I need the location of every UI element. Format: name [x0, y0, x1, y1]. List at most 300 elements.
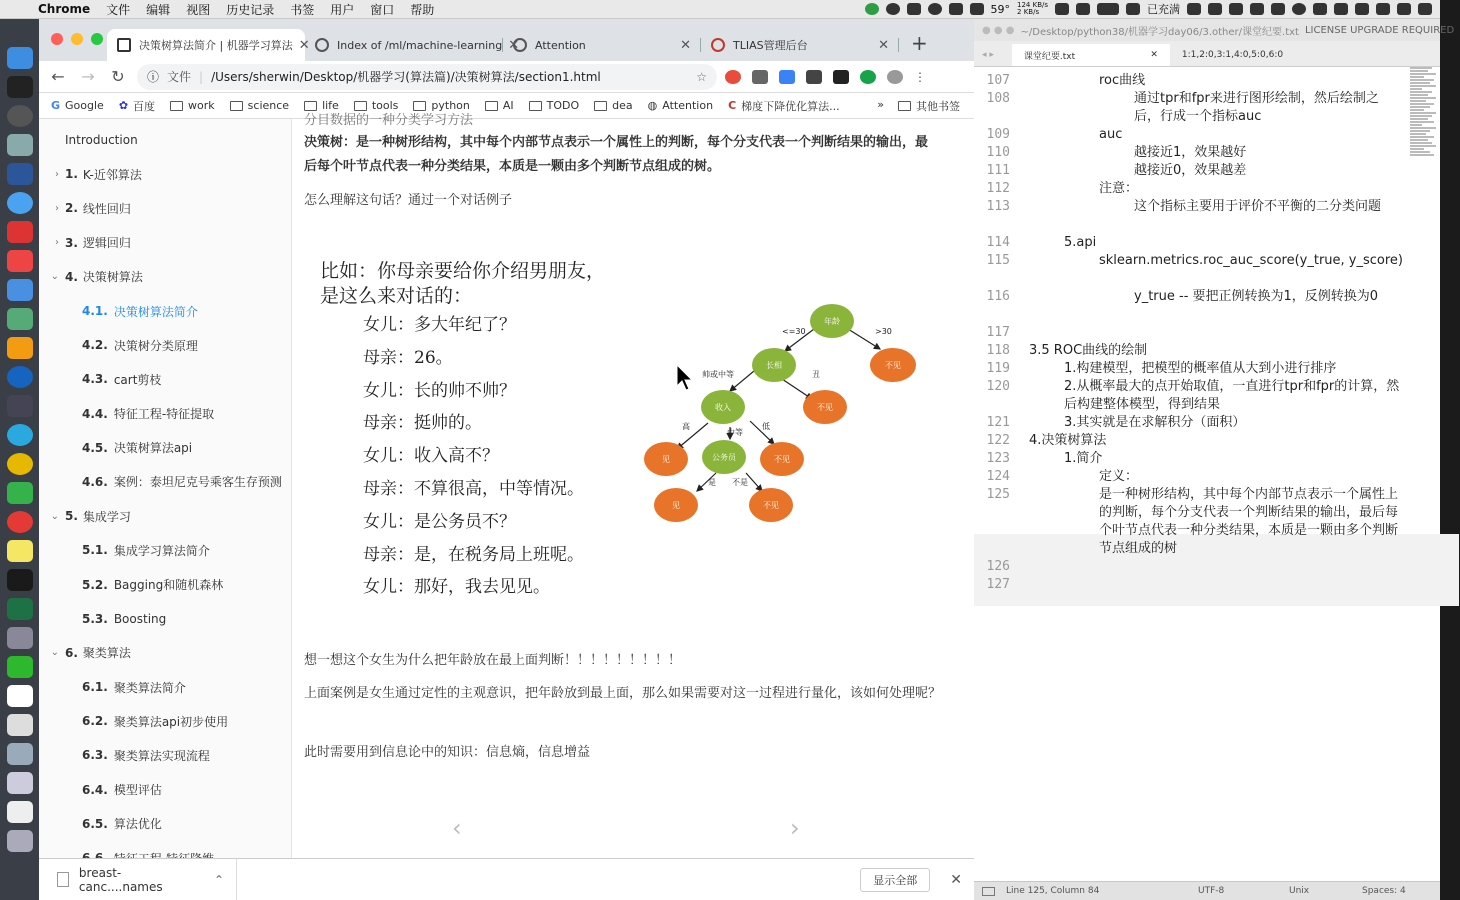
book-sidebar [39, 119, 292, 858]
wifi-icon[interactable] [1334, 3, 1348, 15]
bookmark-folder-work[interactable] [170, 99, 215, 112]
sublime-icon[interactable] [7, 337, 33, 359]
sidebar-item-4-6[interactable] [39, 465, 291, 499]
status-app-icon[interactable] [928, 3, 942, 15]
code-area[interactable] [986, 67, 1405, 882]
back-icon[interactable]: ← [51, 67, 65, 86]
code-line [986, 126, 1409, 144]
baidu-icon: ✿ [118, 99, 129, 112]
panel-toggle-icon[interactable] [982, 887, 995, 896]
menu-view[interactable]: 视图 [186, 2, 211, 17]
bookmark-label: 其他书签 [916, 99, 960, 113]
sidebar-item-number: 4.5. [82, 440, 108, 455]
code-line [986, 378, 1409, 414]
battery-text: 已充满 [1147, 3, 1180, 16]
sidebar-item-number: 5.2. [82, 577, 108, 592]
document-icon[interactable] [7, 801, 33, 823]
bookmark-label: science [247, 99, 290, 112]
sidebar-item-5-2[interactable] [39, 567, 291, 601]
bookmark-baidu[interactable] [119, 98, 155, 114]
line-number: 121 [986, 415, 1010, 430]
sidebar-item-knn[interactable] [39, 157, 291, 191]
sidebar-item-label: 聚类算法 [82, 646, 131, 661]
sidebar-item-6-2[interactable] [39, 704, 291, 738]
sidebar-item-label: 决策树算法 [82, 270, 143, 285]
code-line [986, 342, 1409, 360]
status-app-icon[interactable] [1250, 3, 1264, 15]
bookmark-label: work [188, 99, 215, 112]
line-number: 114 [986, 235, 1010, 250]
code-line [986, 576, 1409, 594]
bookmark-label: tools [371, 99, 399, 112]
menu-file[interactable]: 文件 [106, 2, 131, 17]
chevron-up-icon[interactable]: ⌃ [213, 872, 224, 887]
profile-avatar[interactable] [887, 70, 903, 84]
close-tab-icon[interactable]: ✕ [1150, 50, 1158, 60]
sidebar-item-4-4[interactable] [39, 397, 291, 431]
sidebar-item-4-5[interactable] [39, 431, 291, 465]
app-icon[interactable] [7, 627, 33, 649]
iqiyi-icon[interactable] [7, 656, 33, 678]
sidebar-item-number: 4.4. [82, 406, 108, 421]
sidebar-item-label: 线性回归 [82, 201, 131, 216]
tree-edge-label: 低 [762, 422, 770, 431]
chrome-icon[interactable] [7, 453, 33, 475]
definition-text: 决策树：是一种树形结构，其中每个内部节点表示一个属性上的判断，每个分支代表一个判断结果的输出，最后每个叶节点代表一种分类结果，本质是一颗由多个判断节点组成的树。 [304, 135, 929, 174]
globe-icon: ◍ [647, 99, 658, 112]
line-number: 125 [986, 487, 1010, 502]
code-line-text: 越接近0，效果越差 [1134, 163, 1247, 178]
code-line [986, 180, 1409, 198]
app-icon[interactable] [7, 714, 33, 736]
sidebar-item-label: 集成学习 [82, 509, 131, 524]
chevron-down-icon[interactable]: ⌄ [50, 647, 59, 659]
sidebar-item-number: 3. [65, 235, 78, 250]
sidebar-item-logistic-regression[interactable] [39, 226, 291, 260]
extension-icon[interactable] [725, 70, 741, 84]
tab-attention[interactable] [503, 29, 701, 61]
menu-app[interactable]: Chrome [38, 2, 91, 16]
extension-icon[interactable] [833, 70, 849, 84]
code-line-text: 注意： [1099, 181, 1139, 196]
dialog-example [320, 259, 620, 604]
menu-window[interactable]: 窗口 [370, 2, 395, 17]
sidebar-item-6-3[interactable] [39, 738, 291, 772]
sidebar-item-6-4[interactable] [39, 773, 291, 807]
search-icon[interactable] [1271, 3, 1285, 15]
show-all-downloads-button[interactable]: 显示全部 [860, 868, 930, 892]
tab-index[interactable] [305, 29, 520, 61]
bookmark-label: dea [612, 99, 633, 112]
wechat-icon[interactable] [7, 482, 33, 504]
close-tab-icon[interactable]: ✕ [878, 37, 889, 53]
tree-node-label: 不见 [885, 361, 901, 370]
line-endings[interactable]: Unix [1289, 886, 1310, 896]
status-app-icon[interactable] [1313, 3, 1327, 15]
sidebar-item-label: 决策树算法api [113, 441, 193, 456]
code-line [986, 90, 1409, 126]
chevron-down-icon[interactable]: ⌄ [50, 510, 59, 522]
sidebar-item-label: Bagging和随机森林 [113, 578, 224, 593]
sidebar-item-6-1[interactable] [39, 670, 291, 704]
sidebar-item-number: 5.3. [82, 611, 108, 626]
code-line [986, 486, 1409, 558]
code-line [986, 432, 1409, 450]
app-icon[interactable] [7, 250, 33, 272]
close-window-button[interactable] [51, 33, 63, 45]
sidebar-item-4-2[interactable] [39, 328, 291, 362]
line-number: 110 [986, 145, 1010, 160]
info-theory-text: 此时需要用到信息论中的知识：信息熵，信息增益 [304, 745, 591, 760]
line-number: 123 [986, 451, 1010, 466]
sidebar-item-number: 4.6. [82, 474, 108, 489]
dialog-title: 比如：你母亲要给你介绍男朋友，是这么来对话的： [320, 260, 606, 307]
code-line-text: 4.决策树算法 [1029, 433, 1107, 448]
status-app-icon[interactable] [1055, 3, 1069, 15]
status-area [865, 1, 1440, 17]
code-line-text: 1.简介 [1064, 451, 1103, 466]
info-icon[interactable]: ⓘ [147, 70, 160, 84]
book-icon [117, 38, 131, 52]
browser-toolbar [39, 61, 974, 93]
tree-node-label: 长相 [766, 361, 782, 370]
status-app-icon[interactable] [1292, 3, 1306, 15]
editor-tab-other[interactable] [1170, 44, 1295, 66]
finder-icon[interactable] [7, 47, 33, 69]
sidebar-item-label: 聚类算法api初步使用 [113, 714, 229, 729]
code-line [986, 558, 1409, 576]
safari-icon[interactable] [7, 424, 33, 446]
app-icon[interactable] [7, 221, 33, 243]
wifi-icon[interactable] [1208, 3, 1222, 15]
bookmark-label: life [322, 99, 339, 112]
dialog-line: 女儿：多大年纪了？ [363, 315, 516, 335]
app-icon[interactable] [7, 366, 33, 388]
extension-icon[interactable] [806, 70, 822, 84]
editor-tabs [974, 41, 1440, 67]
globe-icon [315, 38, 329, 52]
sidebar-item-label: 集成学习算法简介 [113, 543, 210, 558]
prev-page-button[interactable]: ‹ [452, 814, 462, 842]
tree-edge-label: 中等 [727, 428, 743, 437]
close-tab-icon[interactable]: ✕ [680, 37, 691, 53]
code-line-text: 2.从概率最大的点开始取值，一直进行tpr和fpr的计算，然后构建整体模型，得到结果 [1064, 379, 1400, 412]
line-number: 122 [986, 433, 1010, 448]
code-line [986, 468, 1409, 486]
folder-icon [170, 101, 183, 111]
sidebar-item-number: 4.3. [82, 372, 108, 387]
menu-user[interactable]: 用户 [330, 2, 355, 17]
more-bookmarks-button[interactable]: » [877, 97, 884, 111]
sidebar-item-number: 4.1. [82, 304, 108, 319]
code-line [986, 72, 1409, 90]
sidebar-item-label: 聚类算法简介 [113, 680, 186, 695]
page-content [39, 113, 974, 858]
menu-edit[interactable]: 编辑 [146, 2, 171, 17]
code-line [986, 360, 1409, 378]
chevron-right-icon[interactable]: › [55, 202, 59, 214]
download-item[interactable] [57, 859, 237, 900]
google-icon: G [51, 99, 61, 112]
calendar-icon[interactable] [7, 685, 33, 707]
sidebar-item-linear-regression[interactable] [39, 191, 291, 225]
sidebar-item-5-3[interactable] [39, 602, 291, 636]
menu-bookmarks[interactable]: 书签 [290, 2, 315, 17]
editor-status-bar [974, 881, 1440, 900]
code-line-text: 3.其实就是在求解积分（面积） [1064, 415, 1246, 430]
line-number: 117 [986, 325, 1010, 340]
minimap[interactable] [1410, 67, 1440, 337]
bookmark-label: Attention [662, 99, 714, 112]
close-tab-icon[interactable]: ✕ [508, 37, 520, 53]
code-line [986, 288, 1409, 324]
zoom-window-button[interactable] [91, 33, 103, 45]
code-line [986, 198, 1409, 234]
tree-edge [782, 379, 812, 399]
chevron-down-icon[interactable]: ⌄ [50, 271, 59, 283]
url-scheme-label: 文件 [167, 70, 192, 84]
sidebar-item-number: 6.2. [82, 714, 108, 729]
article-cut-line: 分目数据的一种分类学习方法 [304, 113, 474, 128]
chevron-right-icon[interactable]: › [55, 168, 59, 180]
status-app-icon[interactable] [949, 3, 963, 15]
status-app-icon[interactable] [1397, 3, 1411, 15]
code-line-text: sklearn.metrics.roc_auc_score(y_true, y_score) [1099, 253, 1403, 268]
menu-kebab-icon[interactable]: ⋮ [914, 69, 926, 84]
dialog-line: 母亲：挺帅的。 [363, 413, 482, 434]
dialog-line: 母亲：是，在税务局上班呢。 [363, 544, 584, 565]
tab-decision-tree[interactable] [107, 29, 310, 61]
indentation[interactable]: Spaces: 4 [1362, 886, 1406, 896]
article [292, 113, 974, 858]
minimize-window-button[interactable] [71, 33, 83, 45]
network-speed-text: 124 KB/s 2 KB/s [1017, 1, 1048, 16]
dialog-line: 母亲：不算很高，中等情况。 [363, 478, 584, 499]
tab-strip [39, 19, 974, 61]
notes-icon[interactable] [7, 540, 33, 562]
browser-window [39, 19, 974, 900]
sidebar-item-decision-tree[interactable] [39, 260, 291, 294]
bookmark-label: TODO [546, 99, 580, 112]
code-line-text: roc曲线 [1099, 73, 1146, 88]
line-number: 118 [986, 343, 1010, 358]
think-text: 想一想这个女生为什么把年龄放在最上面判断！！！！！！！！！ [304, 653, 682, 668]
sidebar-item-label: 模型评估 [113, 783, 162, 798]
status-app-icon[interactable] [1097, 3, 1119, 15]
dialog-line: 女儿：长的帅不帅？ [363, 380, 516, 401]
download-filename: breast-canc....names [78, 865, 163, 894]
csdn-icon: C [728, 99, 737, 112]
tree-node-label: 年龄 [824, 317, 840, 326]
sidebar-item-clustering[interactable] [39, 636, 291, 670]
tree-edge-label: <=30 [782, 327, 806, 336]
tree-node-label: 不见 [763, 501, 779, 510]
url-separator: | [199, 69, 204, 84]
dock [0, 19, 39, 900]
tree-edge-label: 是 [708, 478, 716, 487]
notification-center-icon[interactable] [1418, 3, 1432, 15]
sidebar-item-label: 特征工程-特征提取 [113, 407, 215, 422]
sidebar-item-4-3[interactable] [39, 362, 291, 396]
menu-history[interactable]: 历史记录 [226, 2, 275, 17]
bookmark-label: AI [502, 99, 514, 112]
sidebar-item-label: Boosting [113, 611, 167, 626]
status-app-icon[interactable] [1187, 3, 1201, 15]
status-app-icon[interactable] [970, 3, 984, 15]
tlias-icon [711, 38, 725, 52]
chevron-right-icon[interactable]: › [55, 237, 59, 249]
url-text[interactable]: /Users/sherwin/Desktop/机器学习(算法篇)/决策树算法/section1.html [211, 70, 601, 84]
sidebar-item-number: 1. [65, 167, 78, 182]
app-icon[interactable] [7, 772, 33, 794]
next-page-button[interactable]: › [790, 814, 800, 842]
status-app-icon[interactable] [886, 3, 900, 15]
sidebar-item-introduction[interactable] [39, 123, 291, 157]
bookmark-label: 梯度下降优化算法... [741, 99, 840, 113]
tab-tlias[interactable] [701, 29, 899, 61]
app-icon[interactable] [7, 395, 33, 417]
terminal-icon[interactable] [7, 76, 33, 98]
tree-node-label: 公务员 [712, 453, 736, 462]
line-number: 111 [986, 163, 1010, 178]
line-number: 107 [986, 73, 1010, 88]
battery-icon[interactable] [1126, 3, 1140, 15]
tree-edge-label: 丑 [812, 370, 820, 379]
tree-node-label: 不见 [817, 403, 833, 412]
code-line-text: 5.api [1064, 235, 1097, 250]
sidebar-item-number: 6.5. [82, 816, 108, 831]
sidebar-item-number: 6.1. [82, 680, 108, 695]
dialog-line: 女儿：那好，我去见见。 [363, 577, 550, 598]
file-icon [57, 872, 69, 887]
tree-edge [746, 473, 762, 491]
editor-file-path: ~/Desktop/python38/机器学习day06/3.other/课堂纪要.txt [1020, 26, 1299, 38]
onenote-icon[interactable] [7, 163, 33, 185]
line-number: 109 [986, 127, 1010, 142]
extension-icon[interactable] [779, 70, 795, 84]
tree-node-label: 见 [662, 455, 670, 464]
line-number: 120 [986, 379, 1010, 394]
sidebar-item-label: 聚类算法实现流程 [113, 748, 210, 763]
dialog-line: 女儿：是公务员不？ [363, 511, 516, 532]
app-icon[interactable] [7, 192, 33, 214]
code-line [986, 234, 1409, 252]
code-line-text: 3.5 ROC曲线的绘制 [1029, 343, 1148, 358]
forward-icon[interactable]: → [81, 67, 95, 86]
editor-tab-notes[interactable] [1012, 44, 1170, 66]
code-line [986, 144, 1409, 162]
new-tab-button[interactable]: + [911, 31, 928, 55]
cloud-icon[interactable] [907, 3, 921, 15]
bookmark-label: Google [65, 99, 104, 112]
window-controls-inactive[interactable]: ● ● ● [982, 24, 1015, 36]
grammarly-icon[interactable] [860, 70, 876, 84]
folder-icon [230, 101, 243, 111]
trash-icon[interactable] [7, 830, 33, 852]
bookmark-label: 百度 [133, 99, 156, 113]
excel-icon[interactable] [7, 598, 33, 620]
sidebar-item-label: 逻辑回归 [82, 236, 131, 251]
menu-bar [0, 0, 1440, 19]
close-tab-icon[interactable]: ✕ [298, 37, 310, 53]
sidebar-item-number: 5.1. [82, 543, 108, 558]
editor-titlebar [974, 19, 1455, 41]
app-icon[interactable] [7, 511, 33, 533]
dialog-line: 女儿：收入高不？ [363, 446, 499, 467]
text-editor-window [974, 19, 1455, 900]
tree-node-label: 不见 [774, 455, 790, 464]
tree-edge-label: 不是 [732, 478, 748, 487]
reload-icon[interactable]: ↻ [111, 67, 125, 86]
app-icon[interactable] [7, 105, 33, 127]
status-app-icon[interactable] [1229, 3, 1243, 15]
tab-nav-arrows-icon[interactable]: ◂ ▸ [982, 50, 994, 60]
line-number: 116 [986, 289, 1010, 304]
address-bar[interactable] [137, 64, 717, 90]
license-notice[interactable]: LICENSE UPGRADE REQUIRED [1304, 24, 1455, 36]
cursor-position: Line 125, Column 84 [1006, 886, 1100, 896]
sidebar-item-4-1[interactable] [39, 294, 291, 328]
quantify-text: 上面案例是女生通过定性的主观意识，把年龄放到最上面，那么如果需要对这一过程进行量化，该如何处理呢？ [304, 686, 942, 701]
bookmark-label: python [431, 99, 470, 112]
pycharm-icon[interactable] [7, 569, 33, 591]
sidebar-item-number: 6. [65, 645, 78, 660]
download-bar [39, 858, 974, 900]
menu-help[interactable]: 帮助 [410, 2, 435, 17]
code-line [986, 252, 1409, 288]
app-icon[interactable] [7, 134, 33, 156]
app-icon[interactable] [7, 308, 33, 330]
status-app-icon[interactable] [865, 3, 879, 15]
app-icon[interactable] [7, 743, 33, 765]
close-download-bar-icon[interactable]: ✕ [950, 871, 962, 888]
editor-tab-label: 课堂纪要.txt [1023, 51, 1076, 62]
extensions [725, 70, 926, 84]
bookmark-google[interactable] [51, 99, 104, 112]
sidebar-item-number: 6.4. [82, 782, 108, 797]
line-number: 127 [986, 577, 1010, 592]
sidebar-item-5-1[interactable] [39, 533, 291, 567]
sidebar-item-number: 6.3. [82, 748, 108, 763]
bookmark-extension-icon[interactable] [752, 70, 768, 84]
bookmark-folder-science[interactable] [230, 99, 289, 112]
code-line-text: 1.构建模型，把模型的概率值从大到小进行排序 [1064, 361, 1337, 376]
temperature-text: 59° [990, 2, 1011, 16]
code-line-text: 定义： [1099, 469, 1139, 484]
tab-title: TLIAS管理后台 [733, 39, 808, 52]
status-app-icon[interactable] [1076, 3, 1090, 15]
mouse-cursor-icon [676, 364, 694, 392]
tree-edge-label: 高 [682, 422, 690, 431]
code-line [986, 450, 1409, 468]
tree-edge-label: >30 [875, 327, 892, 336]
encoding[interactable]: UTF-8 [1198, 886, 1225, 896]
sidebar-item-number: 5. [65, 509, 78, 524]
tree-node-label: 收入 [715, 403, 731, 412]
code-line [986, 414, 1409, 432]
line-number: 119 [986, 361, 1010, 376]
sidebar-item-6-5[interactable] [39, 807, 291, 841]
status-app-icon[interactable] [1376, 3, 1390, 15]
code-line [986, 324, 1409, 342]
bookmark-star-icon[interactable]: ☆ [696, 69, 707, 84]
sidebar-item-ensemble[interactable] [39, 499, 291, 533]
app-icon[interactable] [7, 279, 33, 301]
code-line-text: 是一种树形结构，其中每个内部节点表示一个属性上的判断，每个分支代表一个判断结果的输出，最后每个叶节点代表一种分类结果，本质是一颗由多个判断节点组成的树 [1099, 487, 1399, 556]
sidebar-item-label: 案例：泰坦尼克号乘客生存预测 [113, 475, 282, 490]
code-line-text: 通过tpr和fpr来进行图形绘制，然后绘制之后，行成一个指标auc [1134, 91, 1379, 124]
status-app-icon[interactable] [1355, 3, 1369, 15]
